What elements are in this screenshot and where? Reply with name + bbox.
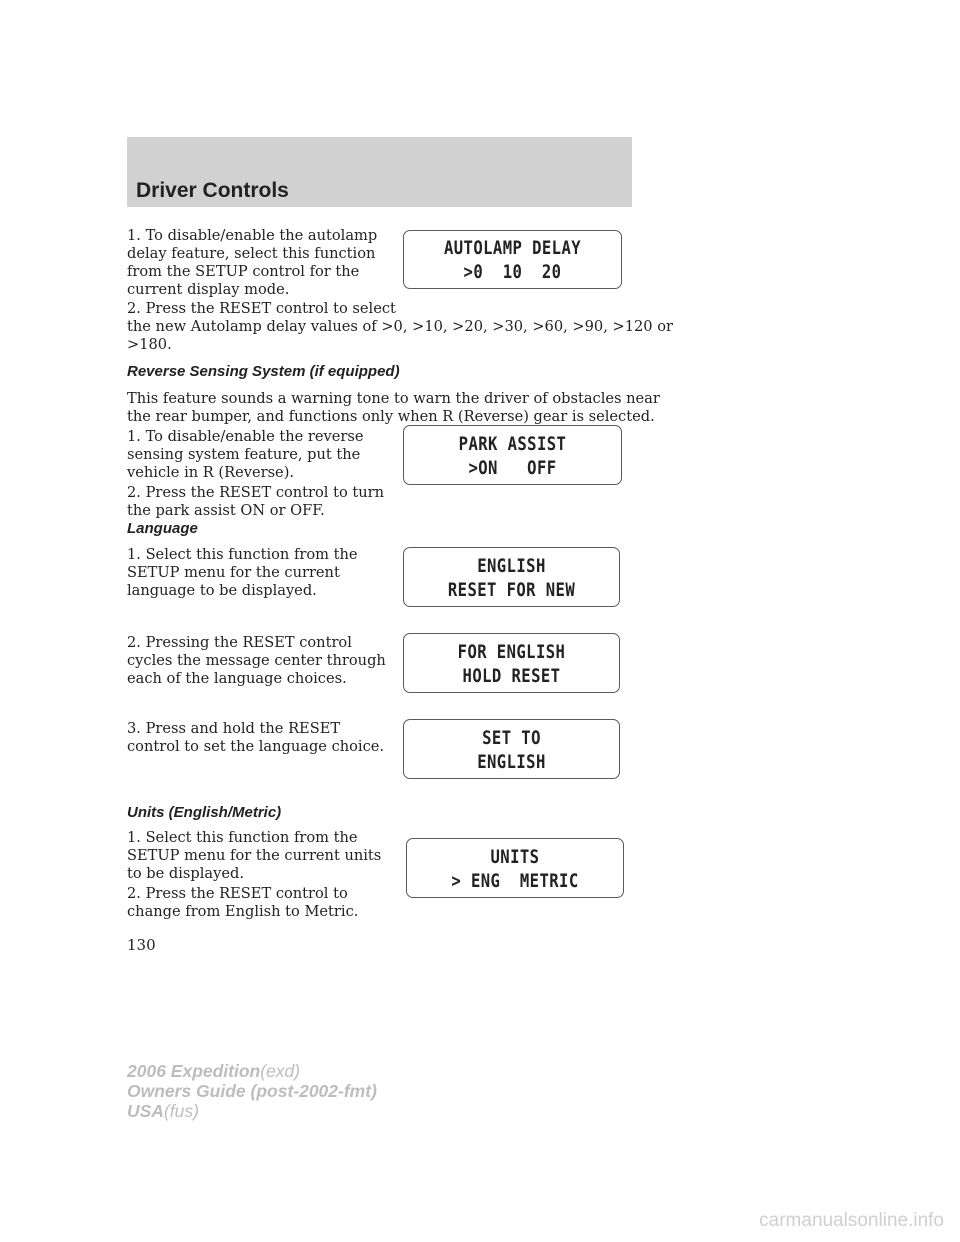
- autolamp-step-2a: 2. Press the RESET control to select: [127, 300, 396, 317]
- display-line-1: UNITS: [490, 846, 540, 868]
- language-step-2: 2. Pressing the RESET control cycles the message center through each of the language choices.: [127, 634, 386, 687]
- section-header: [127, 137, 632, 207]
- footer-market-code: (fus): [163, 1101, 199, 1121]
- language-display-hold-reset: [403, 633, 620, 693]
- autolamp-step-1: 1. To disable/enable the autolamp delay feature, select this function from the SETUP control for the current display mode.: [127, 227, 378, 298]
- display-line-2: RESET FOR NEW: [447, 579, 576, 601]
- display-line-1: FOR ENGLISH: [457, 641, 566, 663]
- language-step-3: 3. Press and hold the RESET control to set the language choice.: [127, 720, 385, 755]
- display-line-2: HOLD RESET: [462, 665, 561, 687]
- reverse-step-1: 1. To disable/enable the reverse sensing system feature, put the vehicle in R (Reverse).: [127, 428, 364, 481]
- footer-line-2: Owners Guide (post-2002-fmt): [127, 1081, 377, 1101]
- footer-line-3: [127, 1101, 199, 1121]
- display-line-1: SET TO: [482, 727, 541, 749]
- autolamp-step-2b: the new Autolamp delay values of >0, >10, >20, >30, >60, >90, >120 or >180.: [127, 318, 673, 353]
- autolamp-delay-display: [403, 230, 622, 289]
- footer-market: USA: [127, 1101, 164, 1121]
- park-assist-display: [403, 425, 622, 485]
- display-line-2: >ON OFF: [468, 457, 557, 479]
- footer-model-code: (exd): [260, 1061, 301, 1081]
- display-line-1: ENGLISH: [477, 555, 546, 577]
- language-heading: Language: [127, 520, 198, 537]
- display-line-2: ENGLISH: [477, 751, 546, 773]
- display-line-2: >0 10 20: [463, 261, 562, 283]
- page-title: Driver Controls: [136, 179, 289, 202]
- units-step-2: 2. Press the RESET control to change from English to Metric.: [127, 885, 359, 920]
- display-line-1: AUTOLAMP DELAY: [443, 237, 582, 259]
- language-display-set-to: [403, 719, 620, 779]
- reverse-sensing-intro: This feature sounds a warning tone to warn the driver of obstacles near the rear bumper, and functions only when R (Reverse) gear is selected.: [127, 390, 660, 425]
- footer-line-1: [127, 1061, 300, 1081]
- display-line-1: PARK ASSIST: [458, 433, 567, 455]
- language-display-english: [403, 547, 620, 607]
- units-step-1: 1. Select this function from the SETUP menu for the current units to be displayed.: [127, 829, 382, 882]
- reverse-sensing-heading: Reverse Sensing System (if equipped): [127, 363, 400, 380]
- units-heading: Units (English/Metric): [127, 804, 282, 821]
- reverse-step-2: 2. Press the RESET control to turn the park assist ON or OFF.: [127, 484, 385, 519]
- language-step-1: 1. Select this function from the SETUP menu for the current language to be displayed.: [127, 546, 358, 599]
- page-number: 130: [127, 936, 156, 954]
- watermark: carmanualsonline.info: [759, 1210, 944, 1231]
- display-line-2: > ENG METRIC: [451, 870, 579, 892]
- units-display: [406, 838, 624, 898]
- footer-model: 2006 Expedition: [127, 1061, 261, 1081]
